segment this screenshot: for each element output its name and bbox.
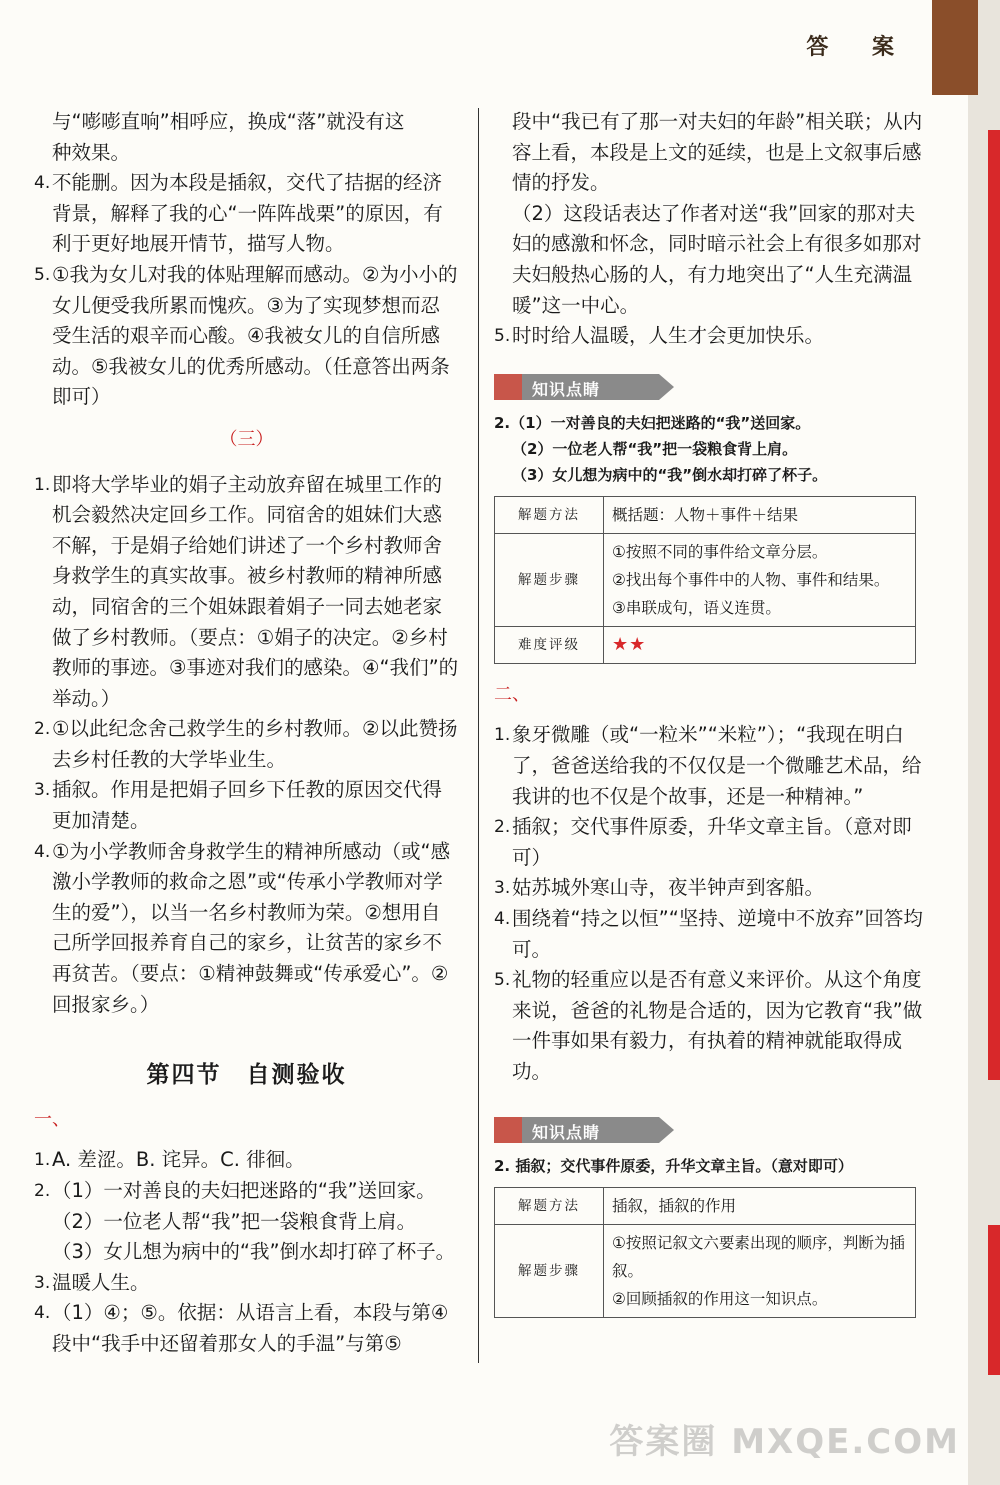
kp-line: （3）女儿想为病中的“我”倒水却打碎了杯子。	[512, 465, 828, 484]
steps-list	[604, 1225, 916, 1318]
item-text: 插叙；交代事件原委，升华文章主旨。（意对即可）	[512, 815, 912, 869]
method-label: 解题方法	[495, 1188, 604, 1225]
rating-value	[604, 626, 916, 663]
page-edge-red-bar	[988, 130, 1000, 1080]
method-label: 解题方法	[495, 496, 604, 533]
item-number: 2.	[494, 817, 511, 838]
item-text: ①以此纪念舍己救学生的乡村教师。②以此赞扬去乡村任教的大学毕业生。	[52, 717, 458, 771]
banner-label: 知识点睛	[532, 379, 601, 399]
item-text: 不能删。因为本段是插叙，交代了拮据的经济背景，解释了我的心“一阵阵战栗”的原因，有利于更好地展开情节，描写人物。	[52, 171, 443, 256]
answer-item	[494, 904, 924, 965]
step-item: ③串联成句，语义连贯。	[612, 598, 781, 617]
kp-line: 2.（1）一对善良的夫妇把迷路的“我”送回家。	[494, 413, 811, 432]
answer-item	[494, 873, 924, 904]
text-paragraph: 段中“我已有了那一对夫妇的年龄”相关联；从内容上看，本段是上文的延续，也是上文叙事后感情的抒发。	[512, 110, 923, 195]
answer-item	[494, 812, 924, 873]
kp-line: 2. 插叙；交代事件原委，升华文章主旨。（意对即可）	[494, 1157, 853, 1176]
text-line: 与“嘭嘭直响”相呼应，换成“落”就没有这	[52, 110, 405, 133]
answer-item	[34, 260, 459, 413]
steps-list	[604, 533, 916, 626]
answer-item	[494, 720, 924, 812]
item-text: 礼物的轻重应以是否有意义来评价。从这个角度来说，爸爸的礼物是合适的，因为它教育“我”做一件事如果有毅力，有执着的精神就能取得成功。	[512, 968, 923, 1083]
item-number: 2.	[34, 1181, 51, 1201]
item-text: ①为小学教师舍身救学生的精神所感动（或“感激小学教师的救命之恩”或“传承小学教师对学生的爱”），以当一名乡村教师为荣。②想用自己所学回报养育自己的家乡，让贫苦的家乡不再贫苦。（要点：①精神鼓舞或“传承爱心”。②回报家乡。）	[52, 839, 451, 1016]
text-line: 种效果。	[52, 140, 131, 164]
rating-label: 难度评级	[495, 626, 604, 663]
column-divider	[478, 108, 479, 1363]
part-heading: （三）	[219, 428, 274, 450]
item-text: 即将大学毕业的娟子主动放弃留在城里工作的机会毅然决定回乡工作。同宿舍的姐妹们大惑不解，于是娟子给她们讲述了一个乡村教师舍身救学生的真实故事。被乡村教师的精神所感动，同宿舍的三个姐妹跟着娟子一同去她老家做了乡村教师。（要点：①娟子的决定。②乡村教师的事迹。③事迹对我们的感染。④“我们”的举动。）	[52, 472, 459, 710]
page-header-title: 答 案	[806, 35, 912, 60]
item-text: 围绕着“持之以恒”“坚持、逆境中不放弃”回答均可。	[512, 906, 923, 961]
item-number: 4.	[34, 173, 51, 194]
step-item: ①按照不同的事件给文章分层。	[612, 542, 828, 561]
steps-label: 解题步骤	[495, 533, 604, 626]
item-text: 象牙微雕（或“一粒米”“米粒”）；“我现在明白了，爸爸送给我的不仅仅是一个微雕艺术品，给我讲的也不仅是个故事，还是一种精神。”	[512, 723, 922, 808]
method-value: 概括题：人物＋事件＋结果	[604, 496, 916, 533]
text-paragraph: （2）这段话表达了作者对送“我”回家的那对夫妇的感激和怀念，同时暗示社会上有很多如那对夫妇般热心肠的人，有力地突出了“人生充满温暖”这一中心。	[512, 201, 922, 317]
answer-item	[494, 321, 924, 352]
left-column	[34, 107, 459, 1360]
star-icon: ★★	[612, 633, 647, 655]
answer-item	[34, 168, 459, 260]
item-text: 温暖人生。	[52, 1270, 150, 1294]
section-title: 第四节 自测验收	[146, 1062, 347, 1089]
item-text: 姑苏城外寒山寺，夜半钟声到客船。	[512, 876, 825, 900]
answer-item	[34, 1176, 459, 1268]
banner-label: 知识点睛	[532, 1123, 601, 1143]
item-number: 1.	[494, 725, 511, 746]
steps-label: 解题步骤	[495, 1225, 604, 1318]
answer-item	[34, 775, 459, 836]
part-heading: 一、	[34, 1108, 70, 1130]
item-number: 3.	[494, 878, 511, 899]
method-value: 插叙，插叙的作用	[604, 1188, 916, 1225]
item-number: 5.	[494, 326, 511, 347]
item-text: （1）一对善良的夫妇把迷路的“我”送回家。	[52, 1179, 436, 1202]
item-number: 4.	[494, 908, 511, 929]
item-text: （2）一位老人帮“我”把一袋粮食背上肩。	[52, 1209, 417, 1233]
knowledge-point-banner	[494, 374, 674, 400]
item-number: 4.	[34, 841, 51, 862]
answer-item	[34, 470, 459, 715]
answer-item	[34, 1145, 459, 1176]
answer-item	[34, 714, 459, 775]
item-text: 插叙。作用是把娟子回乡下任教的原因交代得更加清楚。	[52, 778, 443, 833]
item-number: 2.	[34, 719, 51, 740]
item-text: 时时给人温暖，人生才会更加快乐。	[512, 324, 825, 348]
answer-item	[34, 837, 459, 1021]
step-item: ②找出每个事件中的人物、事件和结果。	[612, 570, 890, 589]
answer-item	[34, 1298, 459, 1359]
knowledge-point-banner	[494, 1117, 674, 1143]
right-column	[494, 107, 924, 1334]
method-table	[494, 1187, 916, 1318]
method-table	[494, 496, 916, 664]
item-text: （1）④；⑤。依据：从语言上看，本段与第④段中“我手中还留着那女人的手温”与第⑤	[52, 1301, 449, 1355]
answer-item	[494, 965, 924, 1087]
item-number: 5.	[494, 970, 511, 991]
step-item: ②回顾插叙的作用这一知识点。	[612, 1290, 828, 1309]
item-number: 5.	[34, 264, 51, 285]
step-item: ①按照记叙文六要素出现的顺序，判断为插叙。	[612, 1234, 905, 1281]
page-edge-red-bar	[988, 1225, 1000, 1375]
kp-line: （2）一位老人帮“我”把一袋粮食背上肩。	[512, 439, 798, 458]
answer-item	[34, 1268, 459, 1299]
item-text: ①我为女儿对我的体贴理解而感动。②为小小的女儿便受我所累而愧疚。③为了实现梦想而忍受生活的艰辛而心酸。④我被女儿的自信所感动。⑤我被女儿的优秀所感动。（任意答出两条即可）	[52, 262, 458, 409]
watermark-logo: 答案圈 MXQE.COM	[609, 1422, 960, 1462]
page-edge-tab	[932, 0, 978, 95]
item-number: 3.	[34, 1272, 51, 1293]
item-number: 1.	[34, 474, 51, 495]
item-text: （3）女儿想为病中的“我”倒水却打碎了杯子。	[52, 1240, 456, 1264]
part-heading: 二、	[494, 683, 530, 705]
item-number: 3.	[34, 780, 51, 801]
item-text: A. 差涩。B. 诧异。C. 徘徊。	[52, 1148, 305, 1172]
item-number: 4.	[34, 1303, 51, 1324]
knowledge-point-lines	[494, 410, 924, 488]
item-number: 1.	[34, 1150, 51, 1171]
knowledge-point-lines	[494, 1153, 924, 1179]
